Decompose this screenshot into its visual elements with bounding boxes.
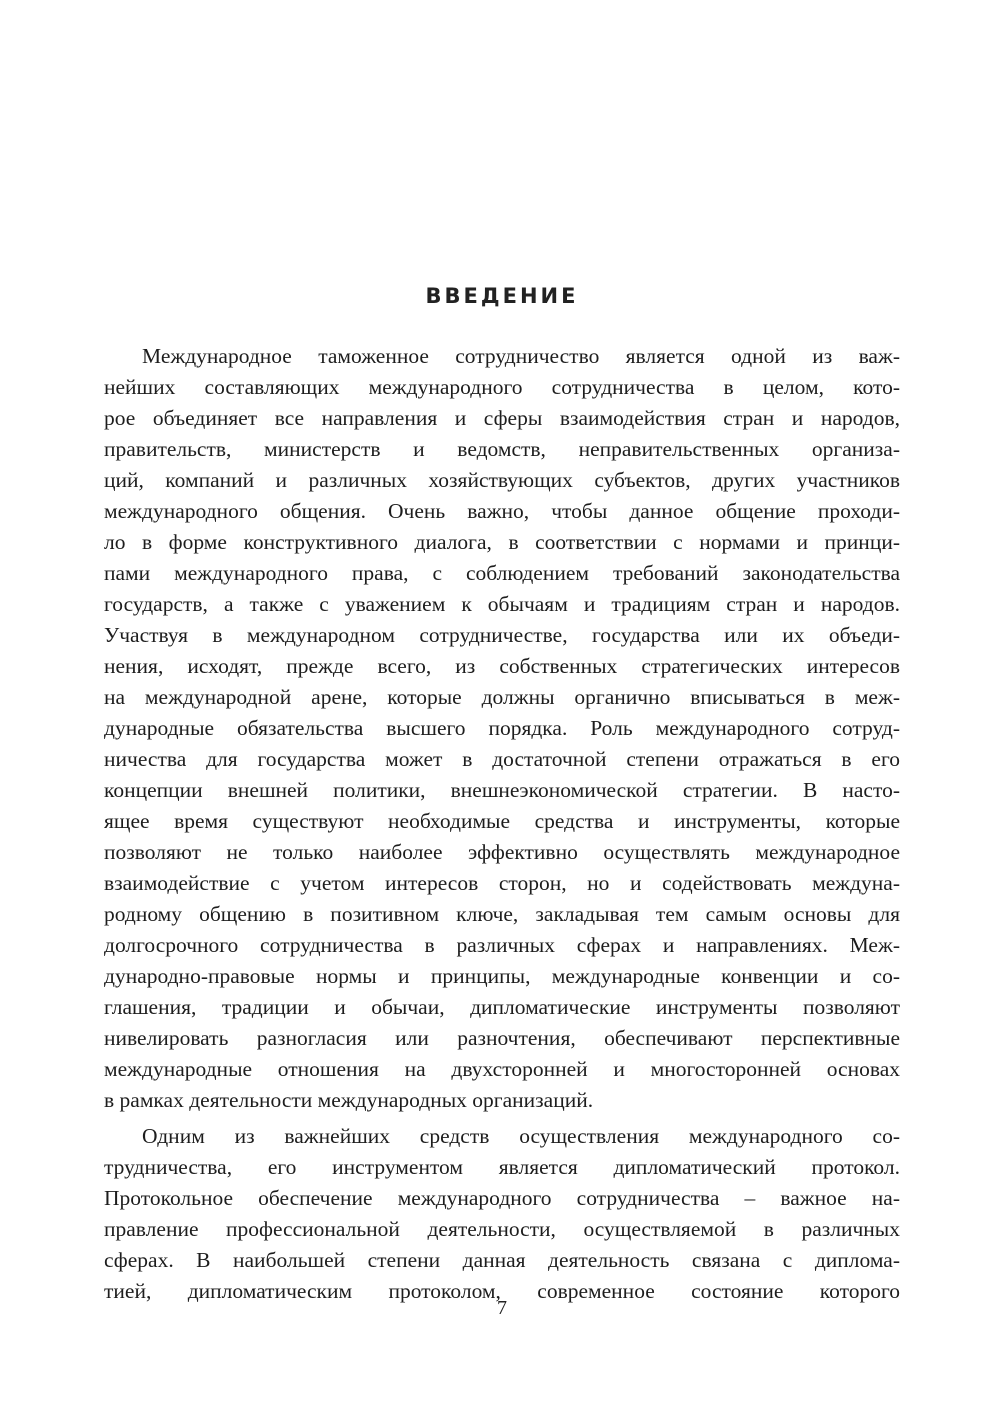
paragraph-2 — [104, 1121, 900, 1307]
chapter-heading: ВВЕДЕНИЕ — [425, 284, 579, 308]
text-line: дународно-правовые нормы и принципы, международные конвенции и со- — [104, 964, 900, 988]
text-line: концепции внешней политики, внешнеэкономической стратегии. В насто- — [104, 778, 900, 802]
text-line: дународные обязательства высшего порядка. Роль международного сотруд- — [104, 716, 900, 740]
text-line: правление профессиональной деятельности, осуществляемой в различных — [104, 1217, 900, 1241]
body-text — [104, 341, 900, 1307]
page-number: 7 — [497, 1297, 507, 1319]
paragraph-1 — [104, 341, 900, 1116]
text-line: ций, компаний и различных хозяйствующих субъектов, других участников — [104, 468, 900, 492]
text-line: международные отношения на двухсторонней и многосторонней основах — [104, 1057, 900, 1081]
text-line: сферах. В наибольшей степени данная деятельность связана с диплома- — [104, 1248, 900, 1272]
text-line: позволяют не только наиболее эффективно осуществлять международное — [104, 840, 900, 864]
text-line: рое объединяет все направления и сферы взаимодействия стран и народов, — [104, 406, 900, 430]
text-line: Одним из важнейших средств осуществления международного со- — [142, 1124, 900, 1148]
text-line: пами международного права, с соблюдением требований законодательства — [104, 561, 900, 585]
text-line: родному общению в позитивном ключе, закладывая тем самым основы для — [104, 902, 900, 926]
text-line: международного общения. Очень важно, чтобы данное общение проходи- — [104, 499, 900, 523]
text-line: в рамках деятельности международных организаций. — [104, 1088, 594, 1112]
text-line: нейших составляющих международного сотрудничества в целом, кото- — [104, 375, 900, 399]
text-line: глашения, традиции и обычаи, дипломатические инструменты позволяют — [104, 995, 900, 1019]
text-line: нивелировать разногласия или разночтения, обеспечивают перспективные — [104, 1026, 900, 1050]
text-line: нения, исходят, прежде всего, из собственных стратегических интересов — [104, 654, 900, 678]
text-line: взаимодействие с учетом интересов сторон, но и содействовать междуна- — [104, 871, 900, 895]
text-line: государств, а также с уважением к обычаям и традициям стран и народов. — [104, 592, 900, 616]
text-line: ящее время существуют необходимые средства и инструменты, которые — [104, 809, 900, 833]
text-line: трудничества, его инструментом является дипломатический протокол. — [104, 1155, 900, 1179]
text-line: Международное таможенное сотрудничество является одной из важ- — [142, 344, 900, 368]
text-line: долгосрочного сотрудничества в различных сферах и направлениях. Меж- — [104, 933, 900, 957]
text-line: правительств, министерств и ведомств, неправительственных организа- — [104, 437, 900, 461]
text-line: на международной арене, которые должны органично вписываться в меж- — [104, 685, 900, 709]
text-line: тией, дипломатическим протоколом, современное состояние которого — [104, 1279, 900, 1303]
text-line: Протокольное обеспечение международного сотрудничества – важное на- — [104, 1186, 900, 1210]
text-line: Участвуя в международном сотрудничестве, государства или их объеди- — [104, 623, 900, 647]
text-line: ло в форме конструктивного диалога, в соответствии с нормами и принци- — [104, 530, 900, 554]
text-line: ничества для государства может в достаточной степени отражаться в его — [104, 747, 900, 771]
